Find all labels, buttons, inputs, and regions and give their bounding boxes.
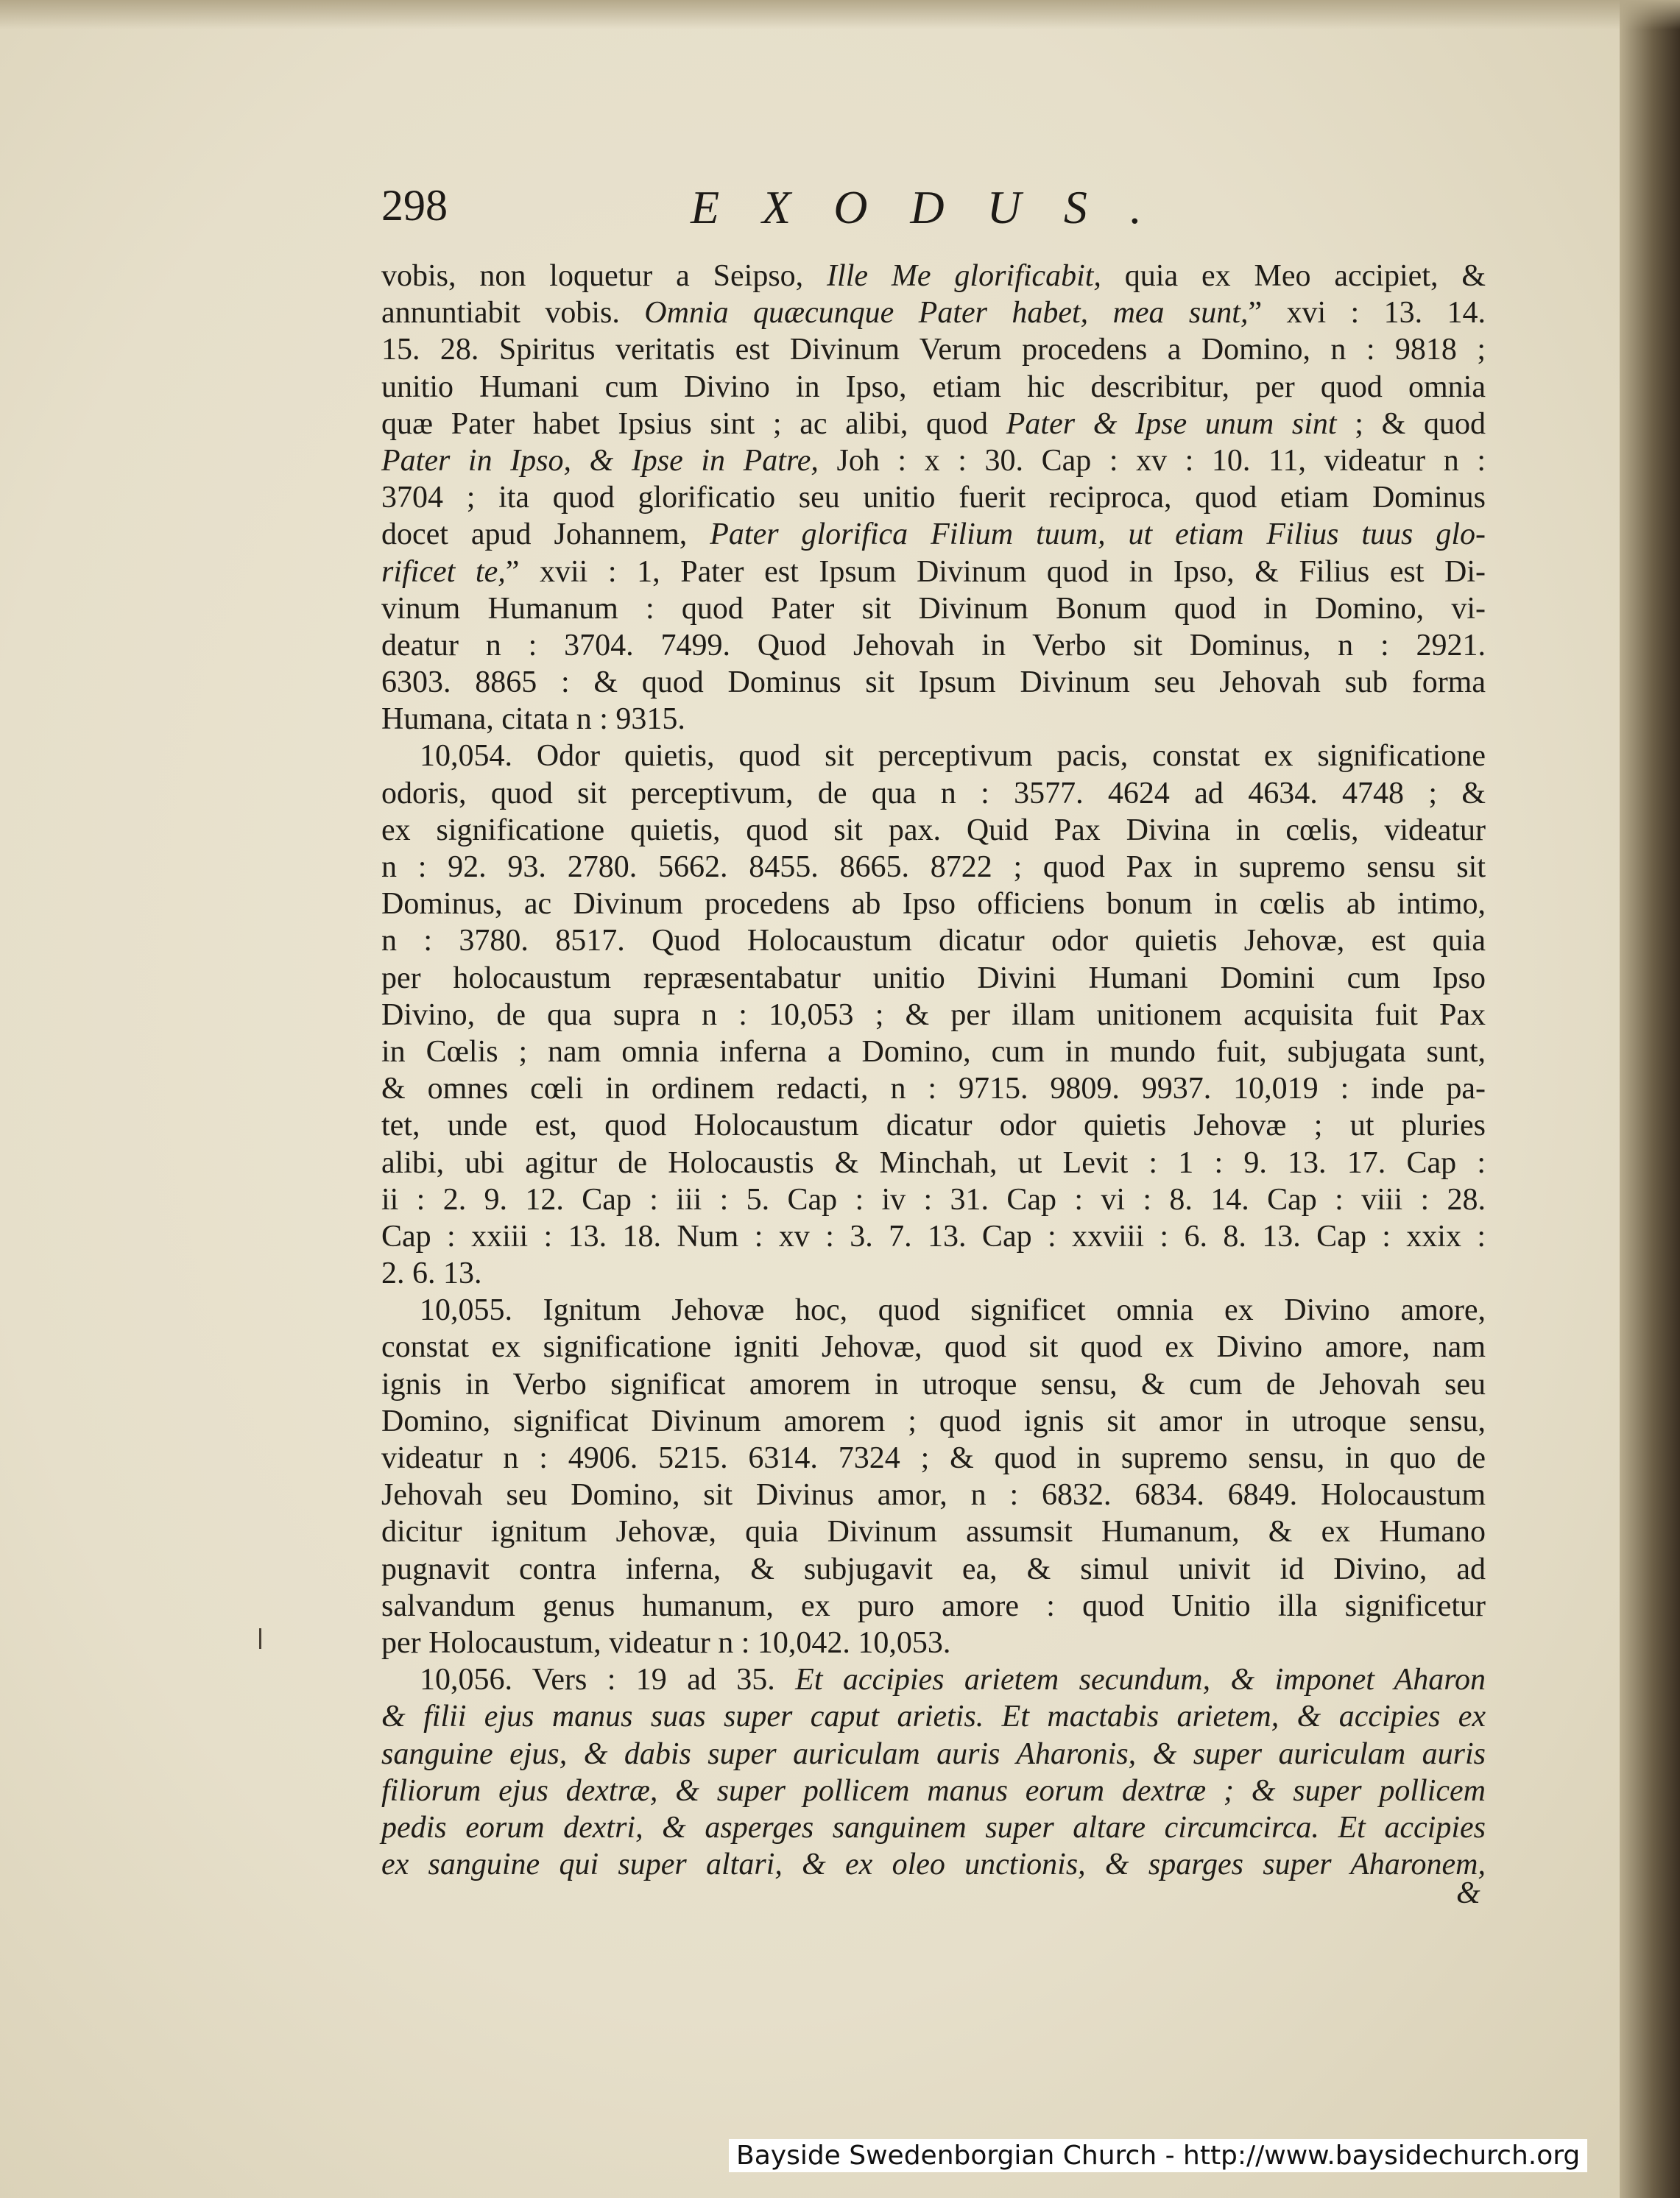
text-line-roman: Humana, citata n : 9315.: [381, 702, 685, 737]
text-line: [381, 1588, 1486, 1625]
text-line: [381, 1218, 1486, 1255]
text-line-roman: ii : 2. 9. 12. Cap : iii : 5. Cap : iv : 31. Cap : vi : 8. 14. Cap : viii : 28.: [381, 1182, 1486, 1217]
text-line-roman: docet apud Johannem,: [381, 517, 710, 552]
text-line: [381, 1070, 1486, 1107]
text-line: [381, 1736, 1486, 1773]
text-line: [381, 1181, 1486, 1218]
text-line-roman: pugnavit contra inferna, & subjugavit ea, & simul univit id Divino, ad: [381, 1552, 1486, 1586]
text-line: [381, 886, 1486, 922]
text-line: [381, 1255, 1486, 1292]
text-line-italic: Omnia quæcunque Pater habet, mea sunt,: [644, 296, 1249, 331]
text-line: [381, 406, 1486, 442]
text-line-roman: ignis in Verbo significat amorem in utroque sensu, & cum de Jehovah seu: [381, 1367, 1486, 1402]
text-line-roman: annuntiabit vobis.: [381, 296, 645, 331]
body-text: [381, 258, 1486, 1883]
text-line-roman: n : 92. 93. 2780. 5662. 8455. 8665. 8722 ; quod Pax in supremo sensu sit: [381, 850, 1486, 884]
book-gutter: [1620, 0, 1680, 2198]
text-line-italic: pedis eorum dextri, & asperges sanguinem super altare circumcirca. Et accipies: [381, 1810, 1486, 1845]
text-line-italic: Pater in Ipso, & Ipse in Patre,: [381, 443, 819, 478]
text-line-italic: filiorum ejus dextræ, & super pollicem manus eorum dextræ ; & super pollicem: [381, 1773, 1486, 1808]
text-line-roman: constat ex significatione igniti Jehovæ, quod sit quod ex Divino amore, nam: [381, 1330, 1486, 1365]
text-line: [381, 738, 1486, 774]
text-line-roman: quia ex Meo accipiet, &: [1101, 259, 1486, 293]
text-line: [381, 1846, 1486, 1883]
text-line-roman: 3704 ; ita quod glorificatio seu unitio fuerit reciproca, quod etiam Dominus: [381, 481, 1486, 515]
text-line-italic: Et accipies arietem secundum, & imponet Aharon: [795, 1663, 1486, 1697]
text-line-roman: videatur n : 4906. 5215. 6314. 7324 ; & quod in supremo sensu, in quo de: [381, 1441, 1486, 1475]
text-line: [381, 1477, 1486, 1513]
text-line-roman: & omnes cœli in ordinem redacti, n : 9715. 9809. 9937. 10,019 : inde pa-: [381, 1072, 1486, 1106]
text-line-roman: 6303. 8865 : & quod Dominus sit Ipsum Divinum seu Jehovah sub forma: [381, 665, 1486, 700]
catchword: &: [1456, 1876, 1480, 1910]
text-line-roman: 15. 28. Spiritus veritatis est Divinum Verum procedens a Domino, n : 9818 ;: [381, 333, 1486, 367]
text-line-roman: 10,056. Vers : 19 ad 35.: [420, 1663, 796, 1697]
text-line: [381, 627, 1486, 664]
text-line-roman: per Holocaustum, videatur n : 10,042. 10,053.: [381, 1625, 951, 1660]
text-line-roman: dicitur ignitum Jehovæ, quia Divinum assumsit Humanum, & ex Humano: [381, 1515, 1486, 1549]
text-line: [381, 1661, 1486, 1698]
text-line: [381, 775, 1486, 812]
text-line: [381, 1773, 1486, 1809]
text-line-roman: quæ Pater habet Ipsius sint ; ac alibi, quod: [381, 406, 1006, 441]
text-line: [381, 1107, 1486, 1144]
text-line: [381, 849, 1486, 886]
text-line-roman: Divino, de qua supra n : 10,053 ; & per illam unitionem acquisita fuit Pax: [381, 997, 1486, 1032]
text-line: [381, 701, 1486, 738]
text-line: [381, 1366, 1486, 1403]
text-line: [381, 1329, 1486, 1365]
running-title: EXODUS.: [691, 181, 1185, 233]
text-line-roman: in Cœlis ; nam omnia inferna a Domino, cum in mundo fuit, subjugata sunt,: [381, 1034, 1486, 1069]
text-line-roman: odoris, quod sit perceptivum, de qua n : 3577. 4624 ad 4634. 4748 ; &: [381, 776, 1486, 810]
text-line-italic: ex sanguine qui super altari, & ex oleo unctionis, & sparges super Aharonem,: [381, 1848, 1486, 1882]
text-line: [381, 1625, 1486, 1661]
text-line: [381, 960, 1486, 997]
text-line-roman: Domino, significat Divinum amorem ; quod ignis sit amor in utroque sensu,: [381, 1404, 1486, 1438]
page-header: [381, 180, 1486, 239]
watermark-credit: Bayside Swedenborgian Church - http://www.baysidechurch.org: [729, 2139, 1587, 2172]
text-line-italic: Pater & Ipse unum sint: [1006, 406, 1337, 441]
top-edge-shadow: [0, 0, 1680, 29]
text-line: [381, 442, 1486, 479]
text-line-roman: deatur n : 3704. 7499. Quod Jehovah in Verbo sit Dominus, n : 2921.: [381, 628, 1486, 662]
text-line: [381, 1513, 1486, 1550]
text-line: [381, 1145, 1486, 1181]
text-line: [381, 516, 1486, 553]
text-line-roman: ex significatione quietis, quod sit pax. Quid Pax Divina in cœlis, videatur: [381, 813, 1486, 847]
text-line: [381, 554, 1486, 590]
text-line: [381, 997, 1486, 1033]
text-line-roman: Jehovah seu Domino, sit Divinus amor, n : 6832. 6834. 6849. Holocaustum: [381, 1478, 1486, 1513]
text-line: [381, 294, 1486, 331]
text-line: [381, 922, 1486, 959]
text-line: [381, 1809, 1486, 1846]
text-line-italic: rificet te,: [381, 554, 506, 589]
text-line-roman: 2. 6. 13.: [381, 1257, 482, 1291]
text-line-roman: salvandum genus humanum, ex puro amore : quod Unitio illa significetur: [381, 1589, 1486, 1623]
text-line: [381, 258, 1486, 294]
text-line-roman: vinum Humanum : quod Pater sit Divinum Bonum quod in Domino, vi-: [381, 591, 1486, 626]
text-line-roman: ; & quod: [1336, 406, 1486, 441]
text-line-italic: Pater glorifica Filium tuum, ut etiam Filius tuus glo-: [710, 517, 1486, 552]
text-line: [381, 479, 1486, 516]
text-line-italic: & filii ejus manus suas super caput arietis. Et mactabis arietem, & accipies ex: [381, 1700, 1486, 1734]
text-line: [381, 331, 1486, 368]
text-line: [381, 590, 1486, 627]
text-line-italic: sanguine ejus, & dabis super auriculam auris Aharonis, & super auriculam auris: [381, 1736, 1486, 1771]
text-line-roman: per holocaustum repræsentabatur unitio Divini Humani Domini cum Ipso: [381, 961, 1486, 995]
text-line-roman: tet, unde est, quod Holocaustum dicatur odor quietis Jehovæ ; ut pluries: [381, 1109, 1486, 1143]
text-line-roman: ” xvii : 1, Pater est Ipsum Divinum quod in Ipso, & Filius est Di-: [505, 554, 1486, 589]
text-line: [381, 1033, 1486, 1070]
text-line: [381, 1551, 1486, 1588]
text-line: [381, 664, 1486, 701]
text-line-roman: 10,054. Odor quietis, quod sit perceptivum pacis, constat ex significatione: [420, 739, 1486, 774]
text-line: [381, 1698, 1486, 1735]
text-line-roman: alibi, ubi agitur de Holocaustis & Minchah, ut Levit : 1 : 9. 13. 17. Cap :: [381, 1145, 1486, 1180]
text-line-roman: ” xvi : 13. 14.: [1248, 296, 1486, 331]
text-line-italic: Ille Me glorificabit,: [827, 259, 1101, 293]
text-line: [381, 812, 1486, 849]
text-line: [381, 1403, 1486, 1440]
margin-mark: [259, 1628, 261, 1649]
text-line-roman: unitio Humani cum Divino in Ipso, etiam hic describitur, per quod omnia: [381, 370, 1486, 404]
text-line-roman: n : 3780. 8517. Quod Holocaustum dicatur odor quietis Jehovæ, est quia: [381, 924, 1486, 958]
text-line-roman: vobis, non loquetur a Seipso,: [381, 259, 827, 293]
text-line-roman: Dominus, ac Divinum procedens ab Ipso officiens bonum in cœlis ab intimo,: [381, 887, 1486, 922]
text-line: [381, 369, 1486, 406]
text-line-roman: Joh : x : 30. Cap : xv : 10. 11, videatur n :: [818, 443, 1486, 478]
text-line-roman: Cap : xxiii : 13. 18. Num : xv : 3. 7. 13. Cap : xxviii : 6. 8. 13. Cap : xxix :: [381, 1219, 1486, 1254]
text-line: [381, 1292, 1486, 1329]
page-number: 298: [381, 181, 448, 230]
text-line: [381, 1440, 1486, 1477]
text-line-roman: 10,055. Ignitum Jehovæ hoc, quod significet omnia ex Divino amore,: [420, 1293, 1486, 1328]
